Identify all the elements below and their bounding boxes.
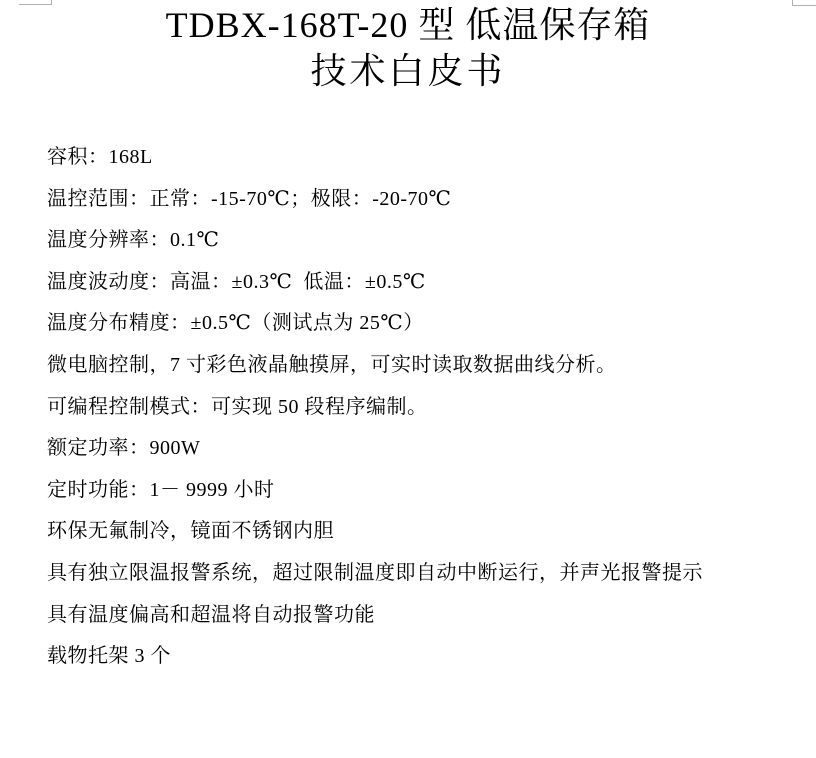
spec-limit-alarm: 具有独立限温报警系统，超过限制温度即自动中断运行，并声光报警提示: [47, 561, 703, 584]
spec-shelves: 载物托架 3 个: [47, 645, 171, 668]
spec-over-temp-alarm: 具有温度偏高和超温将自动报警功能: [47, 603, 375, 626]
spec-temp-fluctuation: 温度波动度：高温：±0.3℃ 低温：±0.5℃: [47, 270, 426, 293]
title-model-line: TDBX-168T-20 型 低温保存箱: [165, 5, 651, 45]
title-subtitle-line: 技术白皮书: [310, 51, 506, 91]
spec-list: [47, 137, 796, 678]
spec-controller: 微电脑控制，7 寸彩色液晶触摸屏，可实时读取数据曲线分析。: [47, 353, 617, 376]
spec-programmable-mode: 可编程控制模式：可实现 50 段程序编制。: [47, 395, 428, 418]
spec-temp-uniformity: 温度分布精度：±0.5℃（测试点为 25℃）: [47, 312, 424, 335]
document-title: [0, 2, 816, 94]
spec-refrigeration: 环保无氟制冷，镜面不锈钢内胆: [47, 520, 334, 543]
spec-rated-power: 额定功率：900W: [47, 437, 201, 460]
spec-timer-function: 定时功能：1－ 9999 小时: [47, 478, 275, 501]
spec-temp-resolution: 温度分辨率：0.1℃: [47, 229, 220, 252]
spec-capacity: 容积：168L: [47, 146, 153, 168]
spec-temp-range: 温控范围：正常：-15-70℃；极限：-20-70℃: [47, 187, 452, 210]
